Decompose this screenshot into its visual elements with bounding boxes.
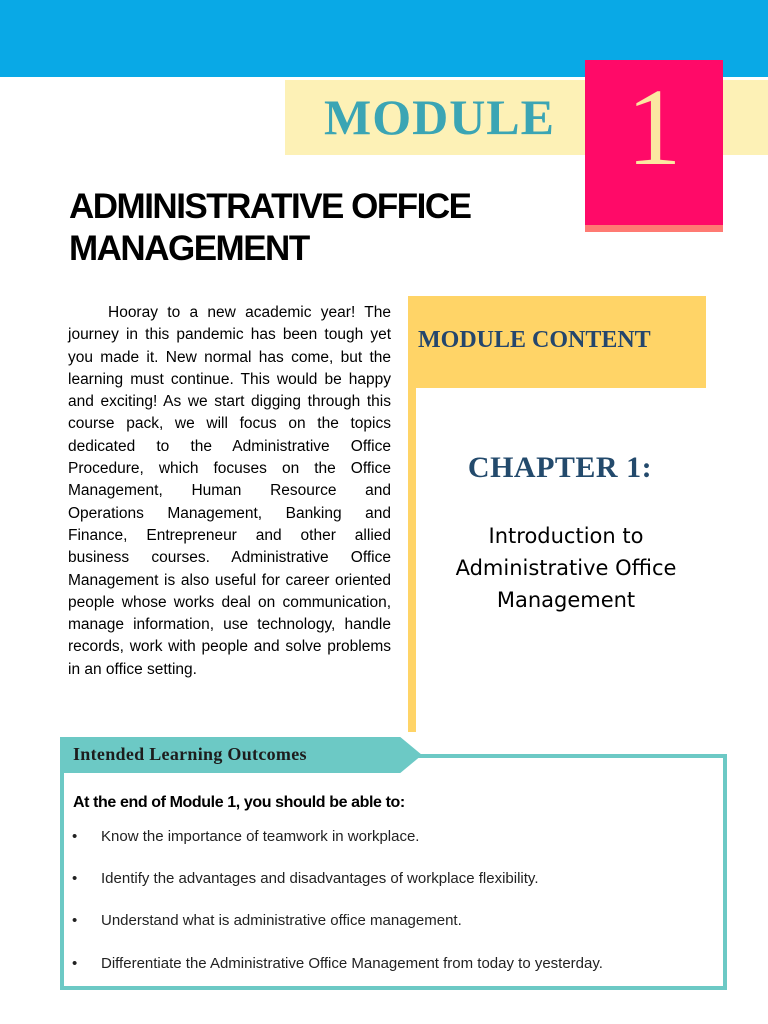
outcome-item bbox=[72, 912, 462, 929]
page-title-line-1: ADMINISTRATIVE OFFICE bbox=[69, 187, 471, 226]
outcome-item bbox=[72, 955, 603, 972]
module-label: MODULE bbox=[324, 89, 555, 145]
outcome-item bbox=[72, 870, 539, 887]
bullet-icon: • bbox=[72, 828, 78, 845]
chapter-title-line-2: Administrative Office bbox=[455, 556, 677, 580]
page-title-line-2: MANAGEMENT bbox=[69, 229, 309, 268]
outcome-text: Identify the advantages and disadvantages of workplace flexibility. bbox=[101, 870, 539, 887]
chapter-title bbox=[430, 520, 702, 616]
outcome-text: Understand what is administrative office management. bbox=[101, 912, 462, 929]
learning-outcomes-lead: At the end of Module 1, you should be able to: bbox=[73, 794, 405, 811]
module-number: 1 bbox=[626, 66, 682, 188]
bullet-icon: • bbox=[72, 955, 78, 972]
outcome-text: Know the importance of teamwork in workplace. bbox=[101, 828, 420, 845]
outcome-item bbox=[72, 828, 419, 845]
intro-paragraph: Hooray to a new academic year! The journey in this pandemic has been tough yet you made it. New normal has come, but the learning must continue. This would be happy and exciting! As we start digging through this course pack, we will focus on the topics dedicated to the Administrative Office Procedure, which focuses on the Office Management, Human Resource and Operations Management, Banking and Finance, Entrepreneur and other allied business courses. Administrative Office Management is also useful for career oriented people whose works deal on communication, manage information, use technology, handle records, work with people and solve problems in an office setting. bbox=[68, 304, 391, 678]
chapter-title-line-1: Introduction to bbox=[488, 524, 644, 548]
bullet-icon: • bbox=[72, 912, 78, 929]
learning-outcomes-heading: Intended Learning Outcomes bbox=[73, 744, 307, 764]
page-title bbox=[69, 186, 569, 270]
module-content-heading: MODULE CONTENT bbox=[418, 327, 651, 353]
chapter-label: CHAPTER 1: bbox=[467, 451, 653, 484]
chapter-title-line-3: Management bbox=[496, 588, 636, 612]
module-number-box bbox=[585, 60, 723, 232]
bullet-icon: • bbox=[72, 870, 78, 887]
outcome-text: Differentiate the Administrative Office Management from today to yesterday. bbox=[101, 955, 603, 972]
